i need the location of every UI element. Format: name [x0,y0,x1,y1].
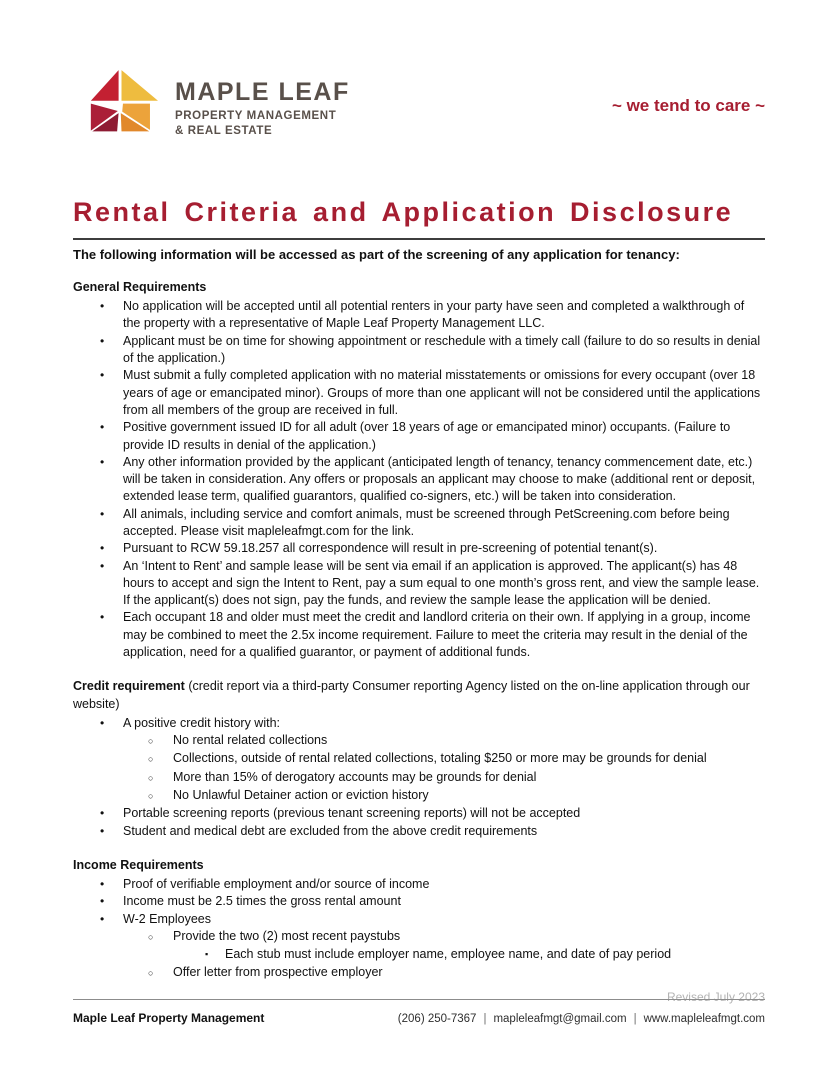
list-item-text: Income must be 2.5 times the gross rental amount [123,894,401,909]
list-item-text: A positive credit history with: [123,715,281,730]
maple-leaf-logo-icon [85,68,158,132]
section-income-requirements [73,857,765,982]
bullet-circle-icon: ○ [148,932,154,943]
bullet-square-icon: ▪ [205,949,209,960]
list-item-text: Each occupant 18 and older must meet the credit and landlord criteria on their own. If applying in a group, income may be combined to meet the 2.5x income requirement. Failure to meet the criteria may result in the denial of the application, need for a qualified guarantor, or payment of additional funds. [123,610,751,660]
section-heading: Income Requirements [73,857,204,872]
list-item [73,609,765,661]
list-item-text: Applicant must be on time for showing appointment or reschedule with a timely call (failure to do so results in denial of the application.) [123,333,761,366]
list-item [73,732,765,750]
bullet-dot-icon: • [100,541,105,556]
list-item [73,298,765,333]
list-item-text: All animals, including service and comfort animals, must be screened through PetScreening.com before being accepted. Please visit mapleleafmgt.com for the link. [123,506,730,538]
list-item-text: W-2 Employees [123,911,211,926]
list-item-text: No Unlawful Detainer action or eviction history [173,788,429,803]
list-item-text: Any other information provided by the applicant (anticipated length of tenancy, tenancy commencement date, etc.) will be taken in consideration. Any offers or proposals an applicant may choose to make (additional rent or deposit, extended lease term, qualified guarantors, qualified co-signers, etc.) will be taken into consideration. [123,454,756,504]
footer-company-name: Maple Leaf Property Management [73,1011,265,1025]
list-item [73,911,765,928]
list-item-text: More than 15% of derogatory accounts may be grounds for denial [173,769,537,784]
section-heading: General Requirements [73,279,207,294]
bullet-dot-icon: • [100,823,105,838]
list-item-text: Positive government issued ID for all adult (over 18 years of age or emancipated minor) occupants. (Failure to provide ID results in denial of the application.) [123,420,731,452]
title-divider [73,238,765,240]
bullet-circle-icon: ○ [148,772,154,783]
bullet-dot-icon: • [100,806,105,821]
brand-tagline: ~ we tend to care ~ [611,96,765,115]
list-item-text: Provide the two (2) most recent paystubs [173,929,401,944]
list-item-text: An ‘Intent to Rent’ and sample lease will be sent via email if an application is approved. The applicant(s) has 48 hours to accept and sign the Intent to Rent, pay a sum equal to one month’s gross rent, and view the sample lease. If the applicant(s) does not sign, pay the funds, and review the sample lease the application will be denied. [123,558,760,608]
list-item [73,750,765,768]
list-item [73,333,765,368]
bullet-dot-icon: • [100,299,105,314]
footer-contact [398,1013,765,1025]
bullet-dot-icon: • [100,333,105,348]
bullet-circle-icon: ○ [148,736,154,747]
list-item [73,769,765,787]
section-heading: Credit requirement (credit report via a third-party Consumer reporting Agency listed on the on-line application through our website) [73,679,750,711]
footer-phone: (206) 250-7367 [397,1013,477,1025]
list-item-text: Proof of verifiable employment and/or source of income [123,877,430,892]
list-item [73,928,765,946]
bullet-circle-icon: ○ [148,791,154,802]
revised-note: Revised July 2023 [666,989,765,1004]
intro-statement: The following information will be accessed as part of the screening of any application for tenancy: [73,246,680,262]
list-item [73,506,765,541]
list-item [73,964,765,982]
section-credit-requirement [73,678,765,840]
list-item [73,419,765,454]
bullet-circle-icon: ○ [148,754,154,765]
bullet-dot-icon: • [100,894,105,909]
bullet-dot-icon: • [100,558,105,573]
list-item-text: Must submit a fully completed application with no material misstatements or omissions for every occupant (over 18 years of age or emancipated minor). Groups of more than one applicant will not be considered until the applications from all members of the group are received in full. [123,368,761,417]
list-item [73,715,765,732]
list-item-text: Each stub must include employer name, employee name, and date of pay period [225,947,672,962]
brand-subtitle-1: PROPERTY MANAGEMENT [175,110,337,122]
bullet-dot-icon: • [100,454,105,469]
footer-email: mapleleafmgt@gmail.com [493,1013,627,1025]
list-item-text: Student and medical debt are excluded from the above credit requirements [123,823,538,838]
list-item [73,823,765,840]
bullet-dot-icon: • [100,715,105,730]
list-item-text: No rental related collections [173,733,328,748]
list-item-text: Pursuant to RCW 59.18.257 all correspondence will result in pre-screening of potential tenant(s). [123,541,658,556]
header [73,68,765,139]
list-item [73,787,765,805]
list-item-text: No application will be accepted until all potential renters in your party have seen and completed a walkthrough of the property with a representative of Maple Leaf Property Management LLC. [123,299,745,331]
list-item [73,893,765,910]
list-item [73,876,765,893]
footer-separator: | [633,1013,637,1025]
bullet-dot-icon: • [100,877,105,892]
footer-website: www.mapleleafmgt.com [643,1013,765,1025]
bullet-dot-icon: • [100,911,105,926]
sections [73,279,765,982]
list-item [73,805,765,822]
brand-name: MAPLE LEAF [175,78,350,106]
list-item-text: Collections, outside of rental related collections, totaling $250 or more may be grounds for denial [173,751,707,766]
list-item [73,558,765,610]
list-item [73,946,765,963]
bullet-dot-icon: • [100,420,105,435]
bullet-circle-icon: ○ [148,967,154,978]
bullet-dot-icon: • [100,506,105,521]
footer [73,999,765,1025]
brand-text-block [175,68,350,139]
footer-separator: | [483,1013,487,1025]
bullet-dot-icon: • [100,610,105,625]
section-general-requirements [73,279,765,661]
list-item-text: Portable screening reports (previous tenant screening reports) will not be accepted [123,806,581,821]
page-title: Rental Criteria and Application Disclosure [73,196,734,227]
list-item [73,454,765,506]
brand-subtitle-2: & REAL ESTATE [175,124,273,137]
list-item-text: Offer letter from prospective employer [173,964,383,979]
list-item [73,540,765,557]
list-item [73,367,765,419]
bullet-dot-icon: • [100,368,105,383]
